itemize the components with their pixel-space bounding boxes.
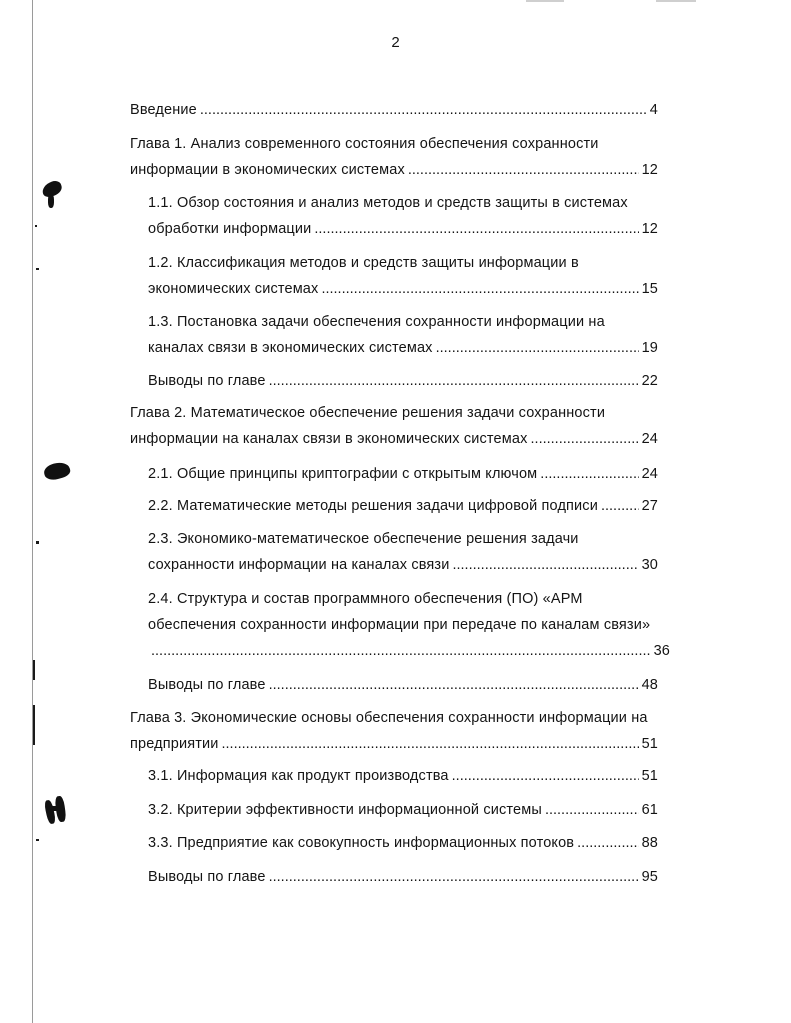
toc-line [130, 400, 658, 426]
toc-entry-text: Глава 1. Анализ современного состояния обеспечения сохранности [130, 136, 599, 152]
toc-leader-dots [269, 864, 639, 890]
toc-section [148, 830, 658, 856]
toc-page-number: 15 [641, 281, 658, 297]
toc-leader-dots [321, 276, 638, 302]
toc-page-number: 19 [641, 340, 658, 356]
toc-entry-text: экономических системах [148, 281, 319, 297]
toc-entry-text: сохранности информации на каналах связи [148, 557, 450, 573]
toc-entry-text: Глава 2. Математическое обеспечение решения задачи сохранности [130, 405, 606, 421]
toc-page-number: 4 [649, 102, 658, 118]
toc-entry-text: 2.3. Экономико-математическое обеспечение решения задачи [148, 531, 579, 547]
toc-leader-dots [151, 638, 651, 664]
toc-entry-text: информации на каналах связи в экономических системах [130, 431, 528, 447]
toc-entry-text: Выводы по главе [148, 869, 266, 885]
toc-chapter [130, 705, 658, 757]
toc-leader-dots [452, 552, 638, 578]
toc-entry-text: Выводы по главе [148, 373, 266, 389]
toc-line [148, 216, 658, 242]
toc-page-number: 95 [641, 869, 658, 885]
toc-chapter [130, 131, 658, 183]
toc-page-number: 24 [641, 431, 658, 447]
toc-line [130, 131, 658, 157]
toc-section [148, 672, 658, 698]
toc-section [148, 309, 658, 361]
scan-mark [35, 225, 37, 227]
scan-mark [33, 705, 35, 745]
toc-page-number: 12 [641, 221, 658, 237]
toc-entry-text: 1.2. Классификация методов и средств защиты информации в [148, 255, 579, 271]
toc-section [148, 250, 658, 302]
toc-leader-dots [540, 461, 638, 487]
toc-line [148, 493, 658, 519]
toc-line [148, 335, 658, 361]
scan-blot [50, 806, 62, 811]
toc-leader-dots [408, 157, 639, 183]
toc-entry-text: предприятии [130, 736, 219, 752]
toc-page-number: 22 [641, 373, 658, 389]
toc-line [148, 763, 658, 789]
toc-page-number: 51 [641, 736, 658, 752]
toc-entry-text: обработки информации [148, 221, 312, 237]
toc-entry-text: 2.1. Общие принципы криптографии с открытым ключом [148, 466, 538, 482]
toc-line [130, 157, 658, 183]
toc-leader-dots [577, 830, 638, 856]
toc-page-number: 61 [641, 802, 658, 818]
toc-leader-dots [601, 493, 639, 519]
toc-page-number: 88 [641, 835, 658, 851]
scan-mark [36, 268, 39, 270]
toc-page-number: 51 [641, 768, 658, 784]
toc-page-number: 27 [641, 498, 658, 514]
toc-section [148, 763, 658, 789]
toc-line [148, 612, 670, 638]
toc-leader-dots [314, 216, 638, 242]
toc-line [130, 705, 658, 731]
toc-section [148, 586, 670, 664]
toc-leader-dots [436, 335, 639, 361]
toc-leader-dots [221, 731, 638, 757]
toc-chapter [130, 97, 658, 123]
toc-entry-text: 3.2. Критерии эффективности информационной системы [148, 802, 542, 818]
toc-page-number: 24 [641, 466, 658, 482]
scan-blot [48, 194, 54, 208]
toc-entry-text: 3.3. Предприятие как совокупность информационных потоков [148, 835, 575, 851]
toc-entry-text: 1.1. Обзор состояния и анализ методов и средств защиты в системах [148, 195, 628, 211]
toc-page-number: 48 [641, 677, 658, 693]
toc-page-number: 12 [641, 162, 658, 178]
toc-entry-text: обеспечения сохранности информации при передаче по каналам связи» [148, 617, 651, 633]
toc-line [130, 731, 658, 757]
toc-entry-text: 2.4. Структура и состав программного обеспечения (ПО) «АРМ [148, 591, 583, 607]
toc-entry-text: Глава 3. Экономические основы обеспечения сохранности информации на [130, 710, 648, 726]
toc-line [148, 250, 658, 276]
toc-line [148, 276, 658, 302]
toc-leader-dots [531, 426, 639, 452]
toc-section [148, 797, 658, 823]
toc-entry-text: 1.3. Постановка задачи обеспечения сохранности информации на [148, 314, 605, 330]
toc-line [148, 864, 658, 890]
toc-leader-dots [452, 763, 639, 789]
toc-entry-text: каналах связи в экономических системах [148, 340, 433, 356]
toc-section [148, 526, 658, 578]
toc-entry-text: Введение [130, 102, 197, 118]
toc-line [148, 368, 658, 394]
toc-line [148, 586, 670, 612]
toc-leader-dots [269, 672, 639, 698]
toc-line [148, 309, 658, 335]
toc-leader-dots [545, 797, 639, 823]
toc-leader-dots [200, 97, 647, 123]
toc-entry-text: 3.1. Информация как продукт производства [148, 768, 449, 784]
toc-line [148, 672, 658, 698]
toc-section [148, 368, 658, 394]
scan-mark [36, 839, 39, 841]
scan-mark [36, 541, 39, 544]
scan-mark [33, 660, 35, 680]
toc-section [148, 190, 658, 242]
toc-line [148, 461, 658, 487]
toc-line [148, 638, 670, 664]
toc-line [148, 552, 658, 578]
toc-entry-text: информации в экономических системах [130, 162, 405, 178]
toc-section [148, 864, 658, 890]
toc-section [148, 493, 658, 519]
toc-line [130, 426, 658, 452]
toc-line [148, 830, 658, 856]
toc-entry-text: 2.2. Математические методы решения задачи цифровой подписи [148, 498, 598, 514]
toc-line [130, 97, 658, 123]
toc-line [148, 526, 658, 552]
toc-section [148, 461, 658, 487]
toc-line [148, 190, 658, 216]
toc-leader-dots [269, 368, 639, 394]
toc-chapter [130, 400, 658, 452]
toc-page-number: 30 [641, 557, 658, 573]
page-number: 2 [391, 34, 400, 51]
toc-entry-text: Выводы по главе [148, 677, 266, 693]
toc-page-number: 36 [653, 643, 670, 659]
toc-line [148, 797, 658, 823]
